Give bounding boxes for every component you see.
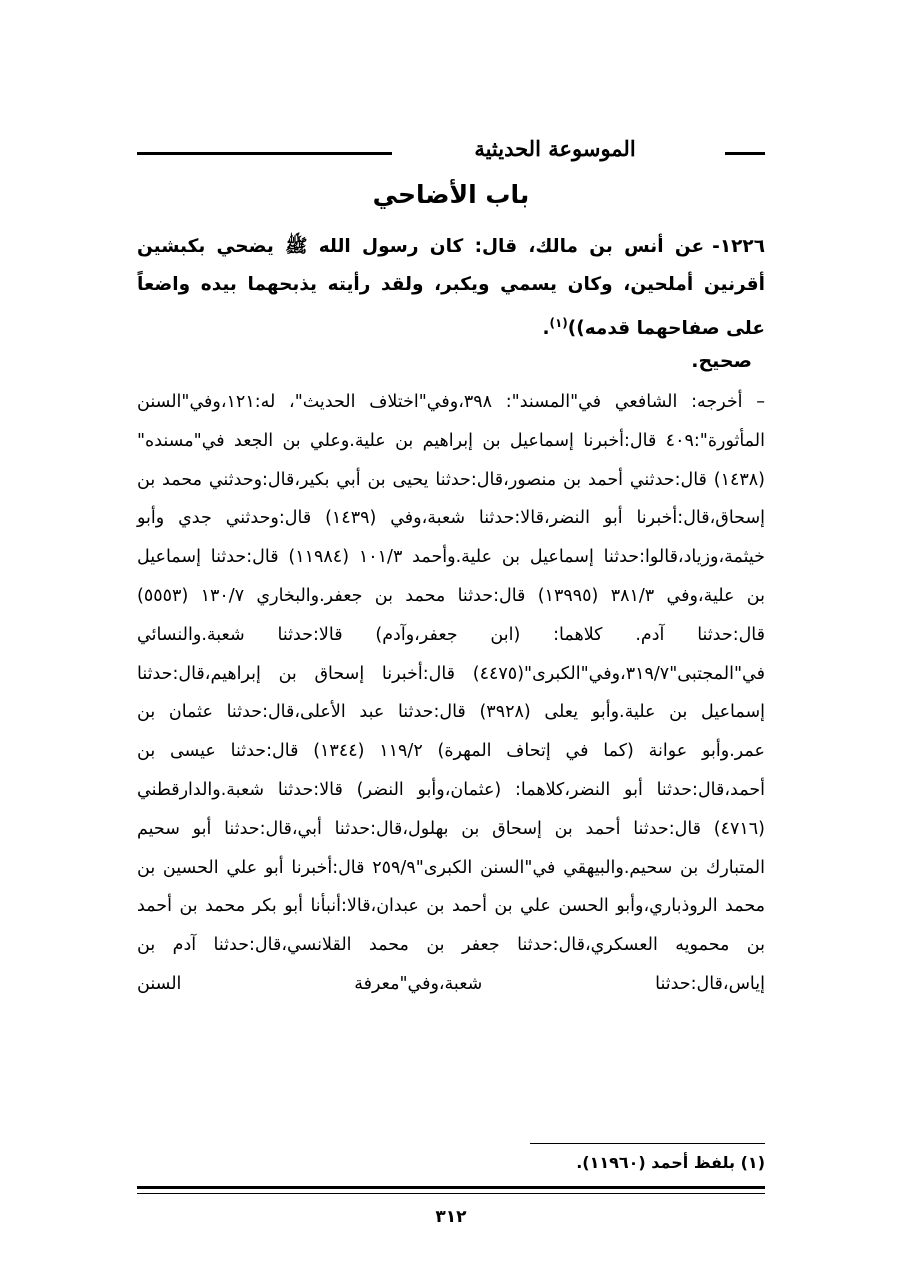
- chapter-title: باب الأضاحي: [372, 180, 530, 209]
- header-rule-short: [725, 152, 765, 155]
- footnote-separator: [530, 1143, 765, 1144]
- takhrij-paragraph: – أخرجه: الشافعي في"المسند": ٣٩٨،وفي"اختلاف الحديث"، له:١٢١،وفي"السنن المأثورة":٤٠٩ قال:أخبرنا إسماعيل بن إبراهيم بن علية.وعلي بن الجعد في"مسنده"(١٤٣٨) قال:حدثني أحمد بن منصور،قال:حدثنا يحيى بن أبي بكير،قال:وحدثني محمد بن إسحاق،قال:أخبرنا أبو النضر،قالا:حدثنا شعبة،وفي (١٤٣٩) قال:وحدثني جدي وأبو خيثمة،وزياد،قالوا:حدثنا إسماعيل بن علية.وأحمد ١٠١/٣ (١١٩٨٤) قال:حدثنا إسماعيل بن علية،وفي ٣٨١/٣ (١٣٩٩٥) قال:حدثنا محمد بن جعفر.والبخاري ١٣٠/٧ (٥٥٥٣) قال:حدثنا آدم. كلاهما: (ابن جعفر،وآدم) قالا:حدثنا شعبة.والنسائي في"المجتبى"٣١٩/٧،وفي"الكبرى"(٤٤٧٥) قال:أخبرنا إسحاق بن إبراهيم،قال:حدثنا إسماعيل بن علية.وأبو يعلى (٣٩٢٨) قال:حدثنا عبد الأعلى،قال:حدثنا عثمان بن عمر.وأبو عوانة (كما في إتحاف المهرة) ١١٩/٢ (١٣٤٤) قال:حدثنا عيسى بن أحمد،قال:حدثنا أبو النضر،كلاهما: (عثمان،وأبو النضر) قالا:حدثنا شعبة.والدارقطني (٤٧١٦) قال:حدثنا أحمد بن إسحاق بن بهلول،قال:حدثنا أبي،قال:حدثنا أبو سحيم المتبارك بن سحيم.والبيهقي في"السنن الكبرى"٢٥٩/٩ قال:أخبرنا أبو علي الحسين بن محمد الروذباري،وأبو الحسن علي بن أحمد بن عبدان،قالا:أنبأنا أبو بكر محمد بن أحمد بن محمويه العسكري،قال:حدثنا جعفر بن محمد القلانسي،قال:حدثنا آدم بن إياس،قال:حدثنا شعبة،وفي"معرفة السنن: [137, 392, 766, 994]
- hadith-end: .: [542, 318, 550, 340]
- header-rule-long: [137, 152, 392, 155]
- running-title: الموسوعة الحديثية: [474, 136, 636, 161]
- hadith-grade: صحيح.: [691, 350, 752, 372]
- hadith-number: ١٢٢٦-: [712, 236, 765, 257]
- hadith-text: [137, 228, 765, 348]
- hadith-body: عن أنس بن مالك، قال: كان رسول الله ﷺ يضحي بكبشين أقرنين أملحين، وكان يسمي ويكبر، ولقد رأيته يذبحهما بيده واضعاً على صفاحهما قدمه)): [137, 236, 765, 340]
- footer-rule-thin: [137, 1193, 765, 1194]
- running-header: [137, 132, 765, 172]
- footer-rule-thick: [137, 1186, 765, 1189]
- footnote: (١) بلفظ أحمد (١١٩٦٠).: [576, 1153, 765, 1172]
- page-number: ٣١٢: [435, 1207, 467, 1227]
- footnote-reference: (١): [549, 316, 568, 330]
